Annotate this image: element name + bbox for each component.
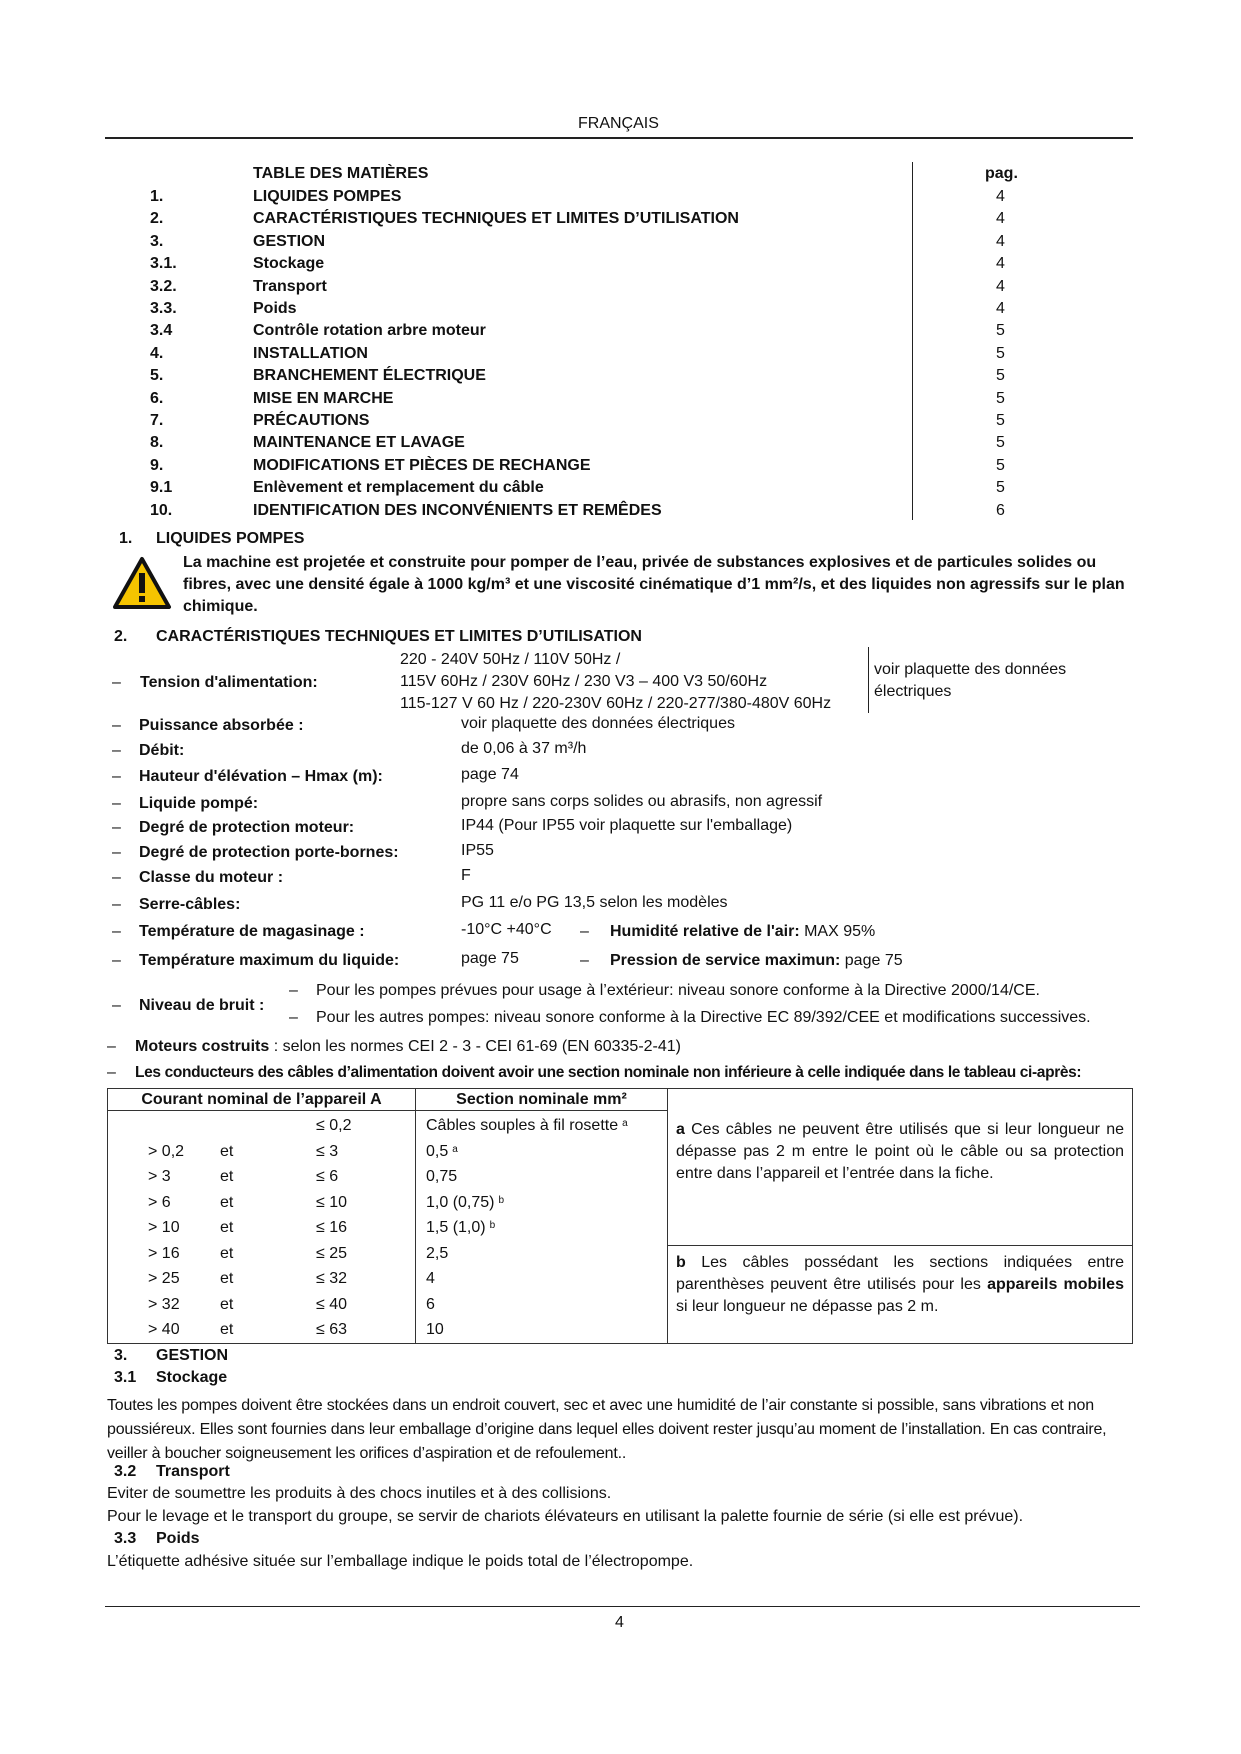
section3-1-title: Stockage	[156, 1369, 228, 1386]
dash: –	[107, 1038, 116, 1055]
spec-extra-value: MAX 95%	[804, 923, 876, 940]
toc-entry-title: Stockage	[253, 255, 325, 273]
table-row	[108, 1266, 415, 1292]
section3-2-line: Eviter de soumettre les produits à des chocs inutiles et à des collisions.	[107, 1485, 612, 1502]
spec-value: voir plaquette des données électriques	[461, 715, 735, 732]
toc-entry-title: LIQUIDES POMPES	[253, 188, 402, 205]
toc-entry-num: 9.1	[150, 479, 173, 497]
tension-note: voir plaquette des données	[874, 661, 1067, 678]
table-cell-le: ≤ 32	[316, 1270, 348, 1287]
table-row	[108, 1241, 415, 1267]
toc-entry-page: 5	[996, 322, 1005, 340]
spec-label: Degré de protection porte-bornes:	[139, 844, 399, 861]
toc-entry-page: 5	[996, 412, 1005, 429]
toc-entry-title: Poids	[253, 300, 297, 317]
spec-extra	[610, 922, 875, 942]
noise-line: Pour les autres pompes: niveau sonore conforme à la Directive EC 89/392/CEE et modifications successives.	[316, 1009, 1091, 1026]
section1-num: 1.	[119, 530, 133, 547]
table-row	[108, 1215, 415, 1241]
dash: –	[112, 844, 121, 861]
table-cell-le: ≤ 0,2	[316, 1117, 352, 1134]
toc-entry-page: 4	[996, 277, 1005, 295]
table-cell-et: et	[220, 1321, 234, 1338]
toc-entry-page: 6	[996, 501, 1005, 519]
table-row	[108, 1292, 415, 1318]
spec-label: Hauteur d'élévation – Hmax (m):	[139, 768, 383, 785]
note-b-text-end: si leur longueur ne dépasse pas 2 m.	[676, 1297, 939, 1315]
spec-value: page 75	[461, 950, 519, 967]
table-header-current: Courant nominal de l’appareil A	[108, 1089, 416, 1111]
table-cell-section: 0,5	[426, 1142, 449, 1160]
table-row	[416, 1164, 667, 1190]
toc-entry-page: 5	[996, 434, 1005, 452]
tension-label: Tension d'alimentation:	[140, 674, 318, 691]
table-cell-gt: > 10	[148, 1219, 180, 1236]
warning-icon	[112, 556, 172, 610]
table-cell-et: et	[220, 1168, 234, 1185]
footer-rule	[105, 1606, 1140, 1607]
table-row	[416, 1266, 667, 1292]
toc-entry-page: 5	[996, 456, 1005, 474]
section3-num: 3.	[114, 1347, 128, 1364]
motors-label: Moteurs costruits	[135, 1038, 270, 1055]
dash: –	[289, 982, 298, 999]
toc-entry-title: Contrôle rotation arbre moteur	[253, 322, 486, 340]
tension-line: 220 - 240V 50Hz / 110V 50Hz /	[400, 651, 621, 668]
spec-label: Température de magasinage :	[139, 923, 365, 940]
note-a	[668, 1111, 1132, 1246]
note-b-letter: b	[676, 1253, 686, 1271]
table-row	[416, 1241, 667, 1267]
table-row	[108, 1139, 415, 1165]
toc-entry-page: 4	[996, 255, 1005, 273]
spec-label: Température maximum du liquide:	[139, 952, 400, 969]
table-cell-gt: > 25	[148, 1270, 180, 1287]
noise-label: Niveau de bruit :	[139, 997, 265, 1014]
dash: –	[112, 923, 121, 940]
toc-entry-title: INSTALLATION	[253, 344, 368, 362]
table-cell-gt: > 3	[148, 1168, 171, 1185]
table-row	[416, 1190, 667, 1216]
toc-entry-num: 3.4	[150, 322, 173, 340]
toc-entry-num: 8.	[150, 434, 164, 452]
section3-2-title: Transport	[156, 1463, 230, 1480]
spec-extra-label: Pression de service maximun:	[610, 952, 841, 969]
toc-entry-num: 3.2.	[150, 277, 177, 295]
header-language: FRANÇAIS	[578, 115, 659, 132]
tension-divider	[868, 647, 869, 713]
section2-title: CARACTÉRISTIQUES TECHNIQUES ET LIMITES D’UTILISATION	[156, 628, 642, 645]
toc-divider	[912, 162, 913, 520]
dash: –	[112, 952, 121, 969]
table-cell-section: 2,5	[426, 1244, 449, 1262]
table-row	[108, 1190, 415, 1216]
table-cell-footnote: b	[489, 1220, 496, 1231]
dash: –	[112, 742, 121, 759]
table-cell-section: 4	[426, 1270, 435, 1287]
table-row	[108, 1317, 415, 1343]
section3-1-num: 3.1	[114, 1369, 137, 1386]
spec-label: Liquide pompé:	[139, 795, 259, 812]
dash: –	[112, 896, 121, 913]
toc-entry-title: MAINTENANCE ET LAVAGE	[253, 434, 465, 452]
spec-value: PG 11 e/o PG 13,5 selon les modèles	[461, 894, 728, 911]
dash: –	[580, 952, 589, 969]
toc-entry-num: 2.	[150, 210, 164, 228]
section1-title: LIQUIDES POMPES	[156, 530, 305, 547]
spec-value: de 0,06 à 37 m³/h	[461, 740, 587, 757]
toc-entry-num: 4.	[150, 344, 164, 362]
conductor-table	[107, 1088, 1133, 1344]
dash: –	[112, 674, 121, 691]
toc-entry-title: IDENTIFICATION DES INCONVÉNIENTS ET REMÊDES	[253, 501, 662, 519]
motors-value: : selon les normes CEI 2 - 3 - CEI 61-69 (EN 60335-2-41)	[273, 1038, 681, 1055]
toc-entry-page: 4	[996, 188, 1005, 205]
toc-entry-page: 4	[996, 300, 1005, 317]
section1-warning-line: chimique.	[183, 598, 258, 615]
toc-entry-title: MODIFICATIONS ET PIÈCES DE RECHANGE	[253, 456, 591, 474]
spec-label: Puissance absorbée :	[139, 717, 304, 734]
spec-extra	[610, 951, 903, 971]
toc-entry-num: 9.	[150, 456, 164, 474]
conductors-text: Les conducteurs des câbles d’alimentation doivent avoir une section nominale non inférieure à celle indiquée dans le tableau ci-après:	[135, 1064, 1082, 1081]
table-cell-footnote: a	[622, 1118, 628, 1129]
section3-1-text: Toutes les pompes doivent être stockées dans un endroit couvert, sec et avec une humidité de l’air constante si possible, sans vibrations et non poussiéreux. Elles sont fournies dans leur emballage d’origine dans lequel elles doivent rester jusqu’au moment de l’installation. En cas contraire, veiller à boucher soigneusement les orifices d’aspiration et de refoulement..	[107, 1397, 1107, 1462]
dash: –	[112, 717, 121, 734]
toc-entry-num: 7.	[150, 412, 164, 429]
spec-label: Serre-câbles:	[139, 896, 241, 913]
toc-entry-title: BRANCHEMENT ÉLECTRIQUE	[253, 367, 486, 385]
toc-entry-page: 5	[996, 389, 1005, 407]
spec-value: F	[461, 867, 471, 884]
section3-3-title: Poids	[156, 1530, 200, 1547]
table-cell-et: et	[220, 1270, 234, 1287]
header-rule	[105, 137, 1133, 139]
table-cell-le: ≤ 40	[316, 1295, 348, 1313]
tension-note: électriques	[874, 683, 952, 700]
note-a-letter: a	[676, 1120, 685, 1138]
toc-entry-page: 5	[996, 344, 1005, 362]
toc-entry-num: 3.3.	[150, 300, 177, 317]
table-cell-gt: > 6	[148, 1193, 171, 1211]
table-row	[416, 1292, 667, 1318]
table-cell-footnote: b	[498, 1194, 505, 1206]
table-cell-section: 1,0 (0,75)	[426, 1193, 495, 1211]
tension-line: 115V 60Hz / 230V 60Hz / 230 V3 – 400 V3 50/60Hz	[400, 673, 768, 690]
section1-warning-line: La machine est projetée et construite pour pomper de l’eau, privée de substances explosives et de particules solides ou	[183, 554, 1097, 571]
table-row	[416, 1113, 667, 1139]
table-cell-et: et	[220, 1219, 234, 1236]
dash: –	[112, 819, 121, 836]
dash: –	[289, 1009, 298, 1026]
table-row	[416, 1317, 667, 1343]
table-cell-et: et	[220, 1295, 234, 1313]
toc-entry-page: 5	[996, 479, 1005, 497]
table-header-section: Section nominale mm²	[416, 1089, 668, 1111]
spec-label: Degré de protection moteur:	[139, 819, 355, 836]
motors-line	[135, 1037, 681, 1057]
toc-entry-title: PRÉCAUTIONS	[253, 412, 370, 429]
tension-line: 115-127 V 60 Hz / 220-230V 60Hz / 220-277/380-480V 60Hz	[400, 695, 832, 712]
table-row	[416, 1139, 667, 1165]
table-section-column	[416, 1111, 668, 1344]
table-cell-gt: > 16	[148, 1244, 180, 1262]
section3-title: GESTION	[156, 1347, 229, 1364]
toc-entry-title: MISE EN MARCHE	[253, 389, 394, 407]
table-cell-le: ≤ 16	[316, 1219, 348, 1236]
table-cell-section: 10	[426, 1321, 444, 1338]
spec-label: Débit:	[139, 742, 185, 759]
table-cell-le: ≤ 25	[316, 1244, 348, 1262]
toc-entry-num: 5.	[150, 367, 164, 385]
dash: –	[107, 1064, 116, 1081]
spec-extra-value: page 75	[844, 952, 903, 969]
toc-entry-num: 3.1.	[150, 255, 177, 273]
section1-warning-line: fibres, avec une densité égale à 1000 kg/m³ et une viscosité cinématique d’1 mm²/s, et des liquides non agressifs sur le plan	[183, 576, 1125, 593]
page-number: 4	[615, 1614, 624, 1631]
table-row	[416, 1215, 667, 1241]
spec-value: -10°C +40°C	[461, 921, 552, 938]
dash: –	[112, 997, 121, 1014]
spec-value: page 74	[461, 766, 519, 783]
table-cell-gt: > 32	[148, 1295, 180, 1313]
table-row	[108, 1164, 415, 1190]
table-cell-footnote: a	[452, 1143, 458, 1155]
table-cell-le: ≤ 6	[316, 1168, 339, 1185]
table-current-column	[108, 1111, 416, 1344]
toc-entry-title: Transport	[253, 277, 327, 295]
spec-label: Classe du moteur :	[139, 869, 284, 886]
table-cell-le: ≤ 63	[316, 1321, 348, 1338]
table-cell-gt: > 40	[148, 1321, 180, 1338]
toc-entry-num: 3.	[150, 232, 164, 250]
note-a-text: Ces câbles ne peuvent être utilisés que si leur longueur ne dépasse pas 2 m entre le point où le câble ou sa protection entre dans l’appareil et l’entrée dans la fiche.	[676, 1120, 1124, 1182]
spec-value: IP55	[461, 842, 494, 859]
dash: –	[580, 923, 589, 940]
toc-entry-num: 10.	[150, 501, 173, 519]
table-cell-et: et	[220, 1244, 234, 1262]
noise-line: Pour les pompes prévues pour usage à l’extérieur: niveau sonore conforme à la Directive 2000/14/CE.	[316, 982, 1040, 999]
table-cell-le: ≤ 3	[316, 1142, 339, 1160]
toc-entry-title: CARACTÉRISTIQUES TECHNIQUES ET LIMITES D’UTILISATION	[253, 210, 739, 228]
spec-extra-label: Humidité relative de l'air:	[610, 923, 800, 940]
table-row	[108, 1113, 415, 1139]
section2-num: 2.	[114, 628, 128, 645]
note-b-bold: appareils mobiles	[987, 1275, 1124, 1293]
toc-entry-page: 4	[996, 232, 1005, 250]
section3-3-num: 3.3	[114, 1530, 137, 1547]
note-b-text: Les câbles possédant les sections indiquées entre parenthèses peuvent être utilisés pour les	[676, 1253, 1125, 1293]
section3-3-text: L’étiquette adhésive située sur l’emballage indique le poids total de l’électropompe.	[107, 1553, 694, 1570]
table-cell-et: et	[220, 1193, 234, 1211]
table-cell-section: 1,5 (1,0)	[426, 1219, 486, 1236]
table-cell-section: Câbles souples à fil rosette	[426, 1117, 619, 1134]
toc-entry-page: 4	[996, 210, 1005, 228]
toc-entry-num: 1.	[150, 188, 164, 205]
toc-entry-title: Enlèvement et remplacement du câble	[253, 479, 544, 497]
section3-2-num: 3.2	[114, 1463, 137, 1480]
table-cell-gt: > 0,2	[148, 1142, 185, 1160]
table-header-empty	[668, 1089, 1133, 1111]
dash: –	[112, 869, 121, 886]
spec-value: IP44 (Pour IP55 voir plaquette sur l'emballage)	[461, 817, 793, 834]
table-cell-section: 6	[426, 1295, 435, 1313]
table-cell-le: ≤ 10	[316, 1193, 348, 1211]
toc-entry-page: 5	[996, 367, 1005, 385]
table-cell-section: 0,75	[426, 1168, 458, 1185]
toc-entry-num: 6.	[150, 389, 164, 407]
toc-entry-title: GESTION	[253, 232, 326, 250]
spec-value: propre sans corps solides ou abrasifs, non agressif	[461, 793, 823, 810]
table-cell-et: et	[220, 1142, 234, 1160]
table-notes-column	[668, 1111, 1133, 1344]
section3-2-line: Pour le levage et le transport du groupe, se servir de chariots élévateurs en utilisant la palette fournie de série (si elle est prévue).	[107, 1508, 1024, 1525]
dash: –	[112, 795, 121, 812]
toc-page-label: pag.	[985, 165, 1018, 182]
toc-title: TABLE DES MATIÈRES	[253, 165, 429, 182]
dash: –	[112, 768, 121, 785]
note-b	[668, 1246, 1132, 1324]
